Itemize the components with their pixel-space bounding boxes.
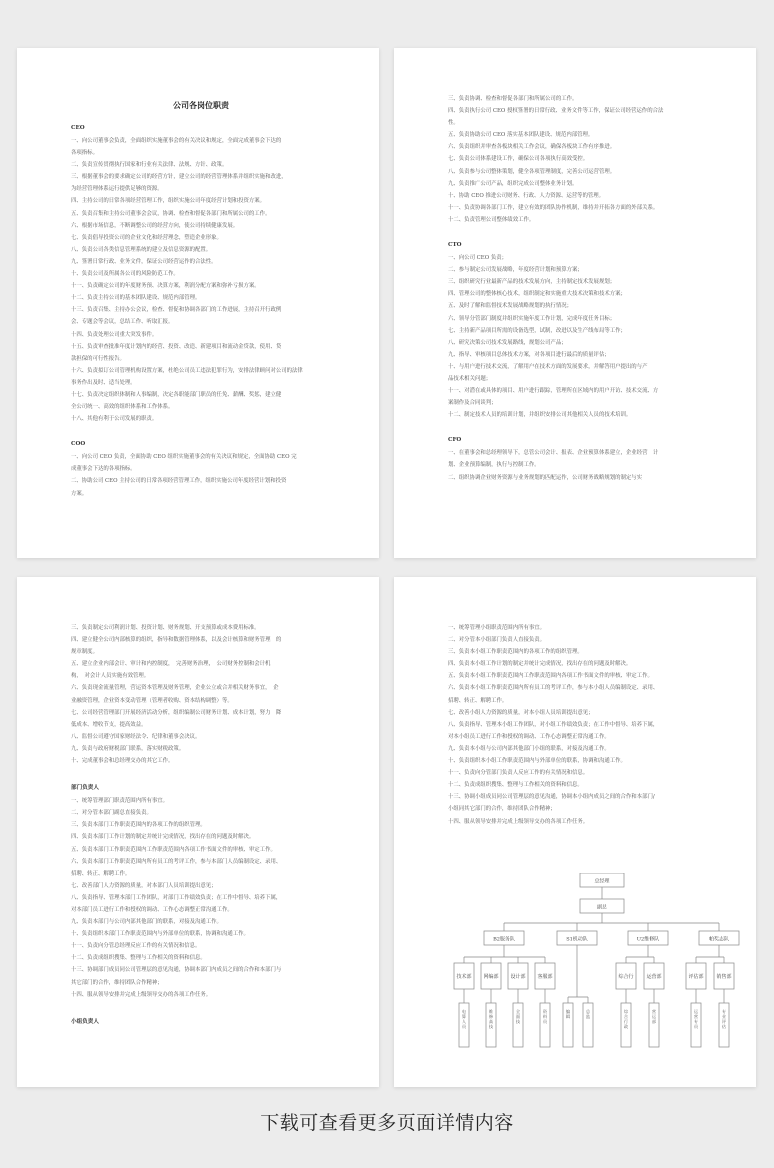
document-title: 公司各岗位职责 <box>173 100 229 110</box>
org-node-leaf-label: 营 <box>651 1009 657 1014</box>
text-line: 七、公司经营管理部门开展经济活动分析，组织编制公司财务计划、成本计划，努力 降 <box>71 709 282 716</box>
text-line: 二、协助公司 CEO 主持公司的日常各项经营管理工作，组织实施公司年度经营计划和投资 <box>71 478 287 485</box>
text-line: 事务作出及时、适当处理。 <box>71 379 136 386</box>
org-node-leaf-label: 营 <box>693 1014 699 1019</box>
text-line: 一、在董事会和总经理领导下，总管公司会计、报表、企业预算体系建立，企业经营 计 <box>448 450 659 457</box>
text-line: 二、对分管本部门副总直接负责。 <box>71 810 152 817</box>
text-line: 低成本、增收节支，提高效益。 <box>71 721 147 728</box>
org-node-leaf-label: 员 <box>542 1019 548 1024</box>
org-node-sub-label: 技术部 <box>456 974 472 980</box>
text-line: 十三、协调部门成员同公司管理层的意见沟通，协调本部门内成员之间的合作和本部门与 <box>71 967 282 974</box>
text-line: 招聘、转正、解聘工作。 <box>71 870 131 877</box>
org-node-leaf-label: 算 <box>461 1014 467 1019</box>
text-line: 十二、负责成组织搜集、整理与工作相关的资料和信息。 <box>448 782 583 789</box>
org-node-leaf-label: 部 <box>651 1019 657 1024</box>
text-line: 十一、负责向分管总经理反应工作的有关情况和信息。 <box>71 943 201 950</box>
section-gap <box>448 421 708 435</box>
text-line: 对本小组员工进行工作和授权的调动、工作心态调整正常沟通工作。 <box>448 733 610 740</box>
text-line: 十二、负责主持公司的基本团队建设、规范内部管理。 <box>71 295 201 302</box>
org-node-leaf-label: 评 <box>721 1019 727 1024</box>
text-line: 六、负责本部门工作职责范围内所有员工的考评工作，参与本部门人员编制设定、录用、 <box>71 858 282 865</box>
page3-body <box>71 622 331 1025</box>
text-line: 三、根据董事会的要求确定公司的经营方针，建立公司的经营管理体系并组织实施和改进， <box>71 174 287 181</box>
org-node-leaf-label: 综 <box>623 1009 629 1014</box>
text-line: 九、负责本部门与公司内部其他部门的联系，对接及沟通工作。 <box>71 919 222 926</box>
org-node-leaf-label: 专 <box>693 1019 699 1024</box>
text-line: 八、研究决策公司技术发展路线，规划公司产品； <box>448 339 567 346</box>
text-line: 四、负责本小组工作计划的制定并统计完成情况，找出存在的问题及时解决。 <box>448 661 632 668</box>
text-line: 十五、负责审查批准年度计划内的经营、投资、改造、新建项目和流动金贷款，使用、贷 <box>71 343 282 350</box>
text-line: 二、对分管本小组部门负责人直接负责。 <box>448 637 546 644</box>
org-node-dept-label: 帕奖志队 <box>708 936 730 943</box>
text-line: 八、负责指导、管理本部门工作团队，对部门工作绩效负责；在工作中督导、培养下属， <box>71 894 282 901</box>
org-node-leaf-label: 员 <box>461 1024 467 1029</box>
section-gap <box>448 226 708 240</box>
text-line: 九、签署日常行政、业务文件，保证公司经营运作的合法性。 <box>71 258 217 265</box>
text-line: 十七、负责决定组织体制和人事编制，决定各职能部门职员的任免、薪酬、奖惩，建立健 <box>71 391 282 398</box>
text-line: 三、负责制定公司利润计划、投资计划、财务规划、开支预算或成本费用标准。 <box>71 625 260 631</box>
text-line: 九、负责本小组与公司内部其他部门小组的联系，对接及沟通工作。 <box>448 745 610 752</box>
text-line: 性。 <box>448 120 459 127</box>
org-node-leaf-label: 监 <box>585 1014 591 1019</box>
org-node-dept-label: U2维修队 <box>636 936 660 943</box>
text-line: 十一、对潜在或具体的项目、用户进行跟踪，管理所在区域内的用户开访、技术交流、方 <box>448 388 659 395</box>
text-line: 十二、负责成组织搜集、整理与工作相关的资料和信息。 <box>71 955 206 962</box>
org-node-leaf-label: 运 <box>651 1014 657 1019</box>
text-line: 方案。 <box>71 490 88 497</box>
page4-body <box>448 622 708 828</box>
org-node-leaf-label: 总 <box>585 1009 591 1014</box>
text-line: 十一、负责确定公司的年度财务预、决算方案，利润分配方案和弥补亏损方案。 <box>71 283 260 290</box>
text-line: 十一、负责协调各部门工作，建立有效的团队协作机制，维持并开拓各方面的外部关系。 <box>448 204 659 211</box>
text-line: 构， 对会计人员实施有效管理。 <box>71 673 150 680</box>
text-line: 四、负责执行公司 CEO 授权签署的日常行政、业务文件等工作，保证公司经营运作的合法 <box>448 108 664 115</box>
text-line: 八、负责指导、管理本小组工作团队，对小组工作绩效负责；在工作中督导、培养下属， <box>448 721 659 728</box>
text-line: 十四、服从领导安排并完成上级领导交办的各项工作任务。 <box>71 991 212 998</box>
org-node-leaf-label: 辑 <box>565 1014 571 1019</box>
org-node-sub-label: 设计部 <box>510 974 526 980</box>
text-line: 六、负责组织并审查各板块相关工作会议，确保各板块工作有序推进。 <box>448 144 616 151</box>
text-line: 七、负责倡导投资公司的企业文化和经营理念，塑造企业形象。 <box>71 234 222 241</box>
section-gap <box>71 1001 331 1015</box>
org-node-leaf-label: 料 <box>542 1014 548 1019</box>
text-line: 对本部门员工进行工作和授权的调动、工作心态调整正常沟通工作。 <box>71 906 233 913</box>
download-prompt[interactable]: 下载可查看更多页面详情内容 <box>260 1112 514 1134</box>
org-node-leaf-label: 技 <box>515 1019 521 1024</box>
text-line: 招聘、转正、解聘工作。 <box>448 697 508 704</box>
text-line: 三、负责协调、检查和督促各部门和所属公司的工作。 <box>448 96 578 102</box>
text-line: 四、主持公司的日常各项经营管理工作，组织实施公司年度经营计划和投资方案。 <box>71 198 266 205</box>
text-line: 其它部门的合作，维持团队合作精神； <box>71 979 163 986</box>
text-line: 七、改善小组人力资源的质量，对本小组人员培训提出意见； <box>448 709 594 716</box>
text-line: 一、向公司 CEO 负责； <box>448 255 508 262</box>
org-node-sub-label: 客服部 <box>537 974 553 980</box>
text-line: 七、负责公司体系建设工作，确保公司各项执行高效受控。 <box>448 156 589 163</box>
text-line: 十二、制定技术人员的培训计划，并组织安排公司其他相关人员的技术培训。 <box>448 412 632 419</box>
text-line: 各项指标。 <box>71 150 98 157</box>
text-line: 十三、协调小组成员同公司管理层的意见沟通，协调本小组内成员之间的合作和本部门/ <box>448 794 655 801</box>
text-line: 款担保的可行性报告。 <box>71 355 125 362</box>
text-line: 十六、负责拟订公司管理机构设置方案，杜绝公司员工违法犯罪行为，安排法律顾问对公司的法律 <box>71 367 303 374</box>
section-heading: 小组负责人 <box>71 1018 99 1025</box>
document-page-3 <box>17 577 379 1087</box>
org-node-leaf-label: 估 <box>721 1024 727 1029</box>
text-line: 二、负责宣传贯彻执行国家和行业有关法律、法规、方针、政策。 <box>71 162 228 169</box>
text-line: 二、组织协调企业财务资源与业务规划的匹配运作，公司财务战略规划的制定与实 <box>448 474 643 481</box>
org-node-leaf-label: 维 <box>488 1009 494 1014</box>
text-line: 十一、负责向分管部门负责人反应工作的有关情况和信息。 <box>448 770 589 777</box>
org-node-leaf-label: 员 <box>693 1024 699 1029</box>
org-node-sub-label: 综合行 <box>618 974 634 980</box>
text-line: 小组同其它部门的合作，维持团队合作精神； <box>448 806 556 813</box>
org-node-top-label: 总经理 <box>594 878 610 885</box>
org-chart-svg <box>412 873 742 1063</box>
section-gap <box>71 767 331 781</box>
text-line: 五、负责召集和主持公司董事会会议，协调、检查和督促各部门和所属公司的工作。 <box>71 210 271 217</box>
text-line: 八、监督公司遵守国家财经法令、纪律和董事会决议。 <box>71 733 201 740</box>
text-line: 会、专题会等会议，总结工作、听取汇报。 <box>71 319 174 326</box>
text-line: 三、负责本部门工作职责范围内的各项工作的组织管理。 <box>71 822 206 829</box>
document-page-1 <box>17 48 379 558</box>
text-line: 五、负责协助公司 CEO 落实基本团队建设、规范内部管理。 <box>448 132 594 139</box>
section-heading: CEO <box>71 125 85 131</box>
text-line: 七、主持新产品项目所需的设备选型，试制，改进以及生产线布局等工作； <box>448 327 626 334</box>
text-line: 一、统筹管理部门职责范围内所有事宜。 <box>71 798 169 805</box>
text-line: 九、指导、审核项目总体技术方案，对各项目进行最后的质量评估； <box>448 351 610 358</box>
section-heading: CFO <box>448 437 462 444</box>
section-heading: COO <box>71 441 86 448</box>
text-line: 全公司统一、高效的组织体系和工作体系。 <box>71 404 174 411</box>
org-node-leaf-label: 资 <box>542 1009 548 1014</box>
text-line: 十三、负责召集、主持办公会议，检查、督促和协调各部门的工作进展，主持召开行政例 <box>71 307 282 314</box>
text-line: 七、改善部门人力资源的质量，对本部门人员培训提出意见； <box>71 882 217 889</box>
page2-body <box>448 93 708 484</box>
text-line: 十四、负责处理公司重大突发事件。 <box>71 331 158 338</box>
text-line: 业融资管理，企业资本变动管理（管理者收购、资本结构调整）等。 <box>71 697 233 704</box>
text-line: 十、负责组织本部门工作职责范围内与外部单位的联系，协调和沟通工作。 <box>71 931 249 938</box>
text-line: 八、负责公司各类信息管理系统的建立及信息资源的配置。 <box>71 246 212 253</box>
text-line: 四、管理公司的整体核心技术，组织制定和实施重大技术决策和技术方案； <box>448 291 626 298</box>
text-line: 十二、负责管理公司整体绩效工作。 <box>448 216 535 223</box>
section-heading: 部门负责人 <box>71 785 99 792</box>
text-line: 九、负责与政府财税部门联系，落实财税政策。 <box>71 745 185 752</box>
text-line: 九、负责推广公司产品，组织完成公司整体业务计划。 <box>448 180 578 187</box>
text-line: 八、负责参与公司整体策划，健全各项管理制度，完善公司运营管理。 <box>448 168 616 175</box>
text-line: 案制作及合同谈判； <box>448 400 497 407</box>
org-node-leaf-label: 业 <box>721 1014 727 1019</box>
text-line: 一、向公司 CEO 负责，全面协助 CEO 组织实施董事会的有关决议和规定，全面协助 CEO 完 <box>71 454 297 461</box>
text-line: 十、负责组织本小组工作职责范围内与外部单位的联系，协调和沟通工作。 <box>448 758 626 765</box>
org-node-leaf-label: 政 <box>623 1024 629 1029</box>
text-line: 为经营管理体系运行提供足够的资源。 <box>71 186 163 193</box>
org-node-dept-label: S1机动队 <box>566 936 588 943</box>
org-node-leaf-label: 编 <box>565 1009 571 1014</box>
text-line: 划、企业预算编制，执行与控制工作。 <box>448 462 540 469</box>
org-node-leaf-label: 高 <box>488 1019 494 1024</box>
org-node-leaf-label: 面 <box>515 1014 521 1019</box>
text-line: 五、及时了解和监督技术发展战略规划的执行情况； <box>448 303 572 310</box>
text-line: 十、完成董事会和总经理交办的其它工作。 <box>71 758 174 765</box>
text-line: 成董事会下达的各项指标。 <box>71 466 136 473</box>
text-line: 六、根据市场信息，不断调整公司的经营方向，使公司持续健康发展。 <box>71 222 239 229</box>
org-node-second-label: 副总 <box>596 904 608 911</box>
text-line: 十、负责公司及所属各公司的风险防范工作。 <box>71 271 179 278</box>
text-line: 一、向公司董事会负责，全面组织实施董事会的有关决议和规定，全面完成董事会下达的 <box>71 138 282 144</box>
text-line: 五、负责本部门工作职责范围内工作职责范围内各项工作书面文件的审核、审定工作。 <box>71 846 276 853</box>
org-chart <box>412 873 742 1063</box>
section-heading: CTO <box>448 242 462 249</box>
text-line: 四、负责本部门工作计划的制定并统计完成情况，找出存在的问题及时解决。 <box>71 834 255 841</box>
org-node-leaf-label: 技 <box>488 1024 494 1029</box>
org-node-leaf-label: 修 <box>488 1014 494 1019</box>
org-node-sub-label: 运营部 <box>646 974 662 980</box>
document-page-2 <box>394 48 756 558</box>
text-line: 六、负责现金流量管理，营运资本管理及财务管理，企业公立或合并相关财务事宜， 企 <box>71 685 279 692</box>
text-line: 十八、其他有利于公司发展的职责。 <box>71 416 158 423</box>
text-line: 十、协助 CEO 推进公司财务、行政、人力资源、运营等的管理。 <box>448 192 605 199</box>
text-line: 二、参与制定公司发展战略，年度经营计划和预算方案； <box>448 267 583 274</box>
org-node-leaf-label: 专 <box>721 1009 727 1014</box>
text-line: 四、建立健全公司内部核算的组织，指导和数据管理体系，以及会计核算和财务管理 的 <box>71 637 282 644</box>
org-node-sub-label: 评估部 <box>688 974 704 980</box>
org-node-leaf-label: 人 <box>461 1019 467 1024</box>
text-line: 五、建立企业内部会计、审计和内控制度， 完善财务治理， 公司财务控制和会计机 <box>71 661 271 668</box>
org-node-leaf-label: 行 <box>623 1019 629 1024</box>
text-line: 一、统筹管理小组职责范围内所有事宜。 <box>448 625 546 631</box>
org-node-sub-label: 网编部 <box>483 974 499 980</box>
document-page-4 <box>394 577 756 1087</box>
text-line: 十四、服从领导安排并完成上级领导交办的各项工作任务。 <box>448 818 589 825</box>
org-node-leaf-label: 合 <box>623 1014 629 1019</box>
text-line: 六、负责本小组工作职责范围内所有员工的考评工作，参与本小组人员编制设定、录用、 <box>448 685 659 692</box>
page1-body <box>71 125 331 500</box>
org-node-dept-label: B2服务队 <box>493 936 515 943</box>
org-node-sub-label: 销售部 <box>716 974 732 980</box>
org-node-leaf-label: 电 <box>461 1009 467 1014</box>
org-node-leaf-label: 运 <box>693 1009 699 1014</box>
text-line: 六、领导分管部门制度并组织实施年度工作计划，完成年度任务目标； <box>448 315 616 322</box>
text-line: 规章制度。 <box>71 649 98 656</box>
section-gap <box>71 425 331 439</box>
text-line: 品技术相关问题； <box>448 375 492 382</box>
text-line: 五、负责本小组工作职责范围内工作职责范围内各项工作书面文件的审核、审定工作。 <box>448 673 653 680</box>
org-node-leaf-label: 全 <box>515 1009 521 1014</box>
text-line: 十、与用户进行技术交流，了解用户在技术方面的发展要求，并解答用户提出的与产 <box>448 363 648 370</box>
text-line: 三、组织研究行业最新产品的技术发展方向，主持制定技术发展规划； <box>448 279 616 286</box>
text-line: 三、负责本小组工作职责范围内的各项工作的组织管理。 <box>448 649 583 656</box>
